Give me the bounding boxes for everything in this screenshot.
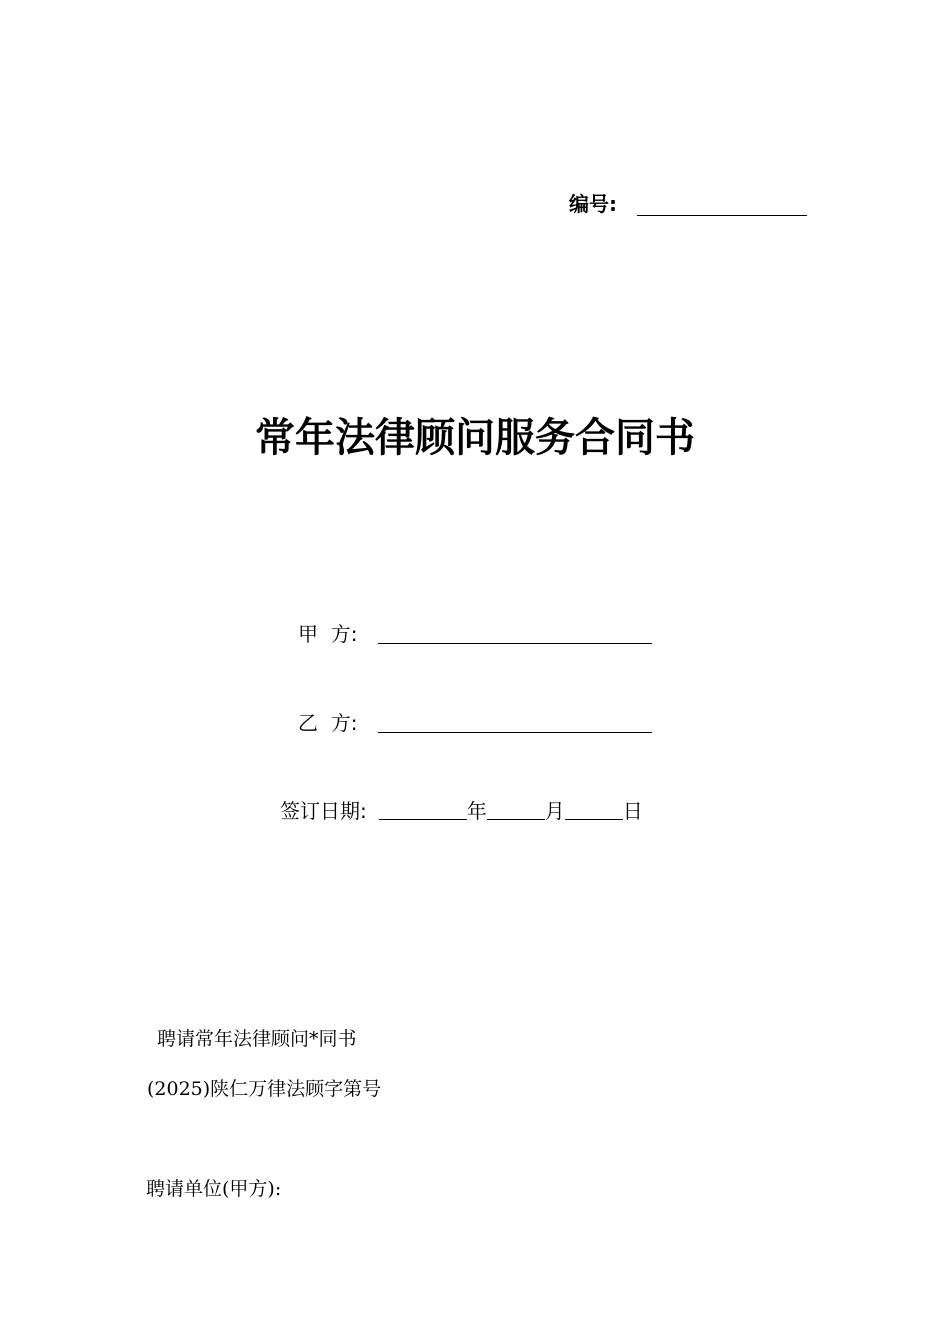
signing-date-label: 签订日期: <box>280 799 367 823</box>
day-label: 日 <box>622 799 643 823</box>
year-label: 年 <box>466 799 487 823</box>
party-b-blank <box>378 732 652 733</box>
month-blank <box>487 819 545 820</box>
hiring-party-label: 聘请单位(甲方): <box>146 1178 282 1200</box>
body-heading: 聘请常年法律顾问*同书 <box>157 1028 357 1050</box>
document-title: 常年法律顾问服务合同书 <box>255 415 695 461</box>
year-blank <box>379 819 467 820</box>
party-a-blank <box>378 643 652 644</box>
serial-number-label: 编号: <box>569 192 617 216</box>
month-label: 月 <box>544 799 565 823</box>
signing-date-row <box>280 797 643 825</box>
day-blank <box>565 819 623 820</box>
party-b-label: 乙 方: <box>298 711 358 735</box>
serial-number-blank <box>637 215 807 216</box>
contract-reference-number: (2025)陕仁万律法顾字第号 <box>147 1078 382 1100</box>
party-a-label: 甲 方: <box>298 622 358 646</box>
